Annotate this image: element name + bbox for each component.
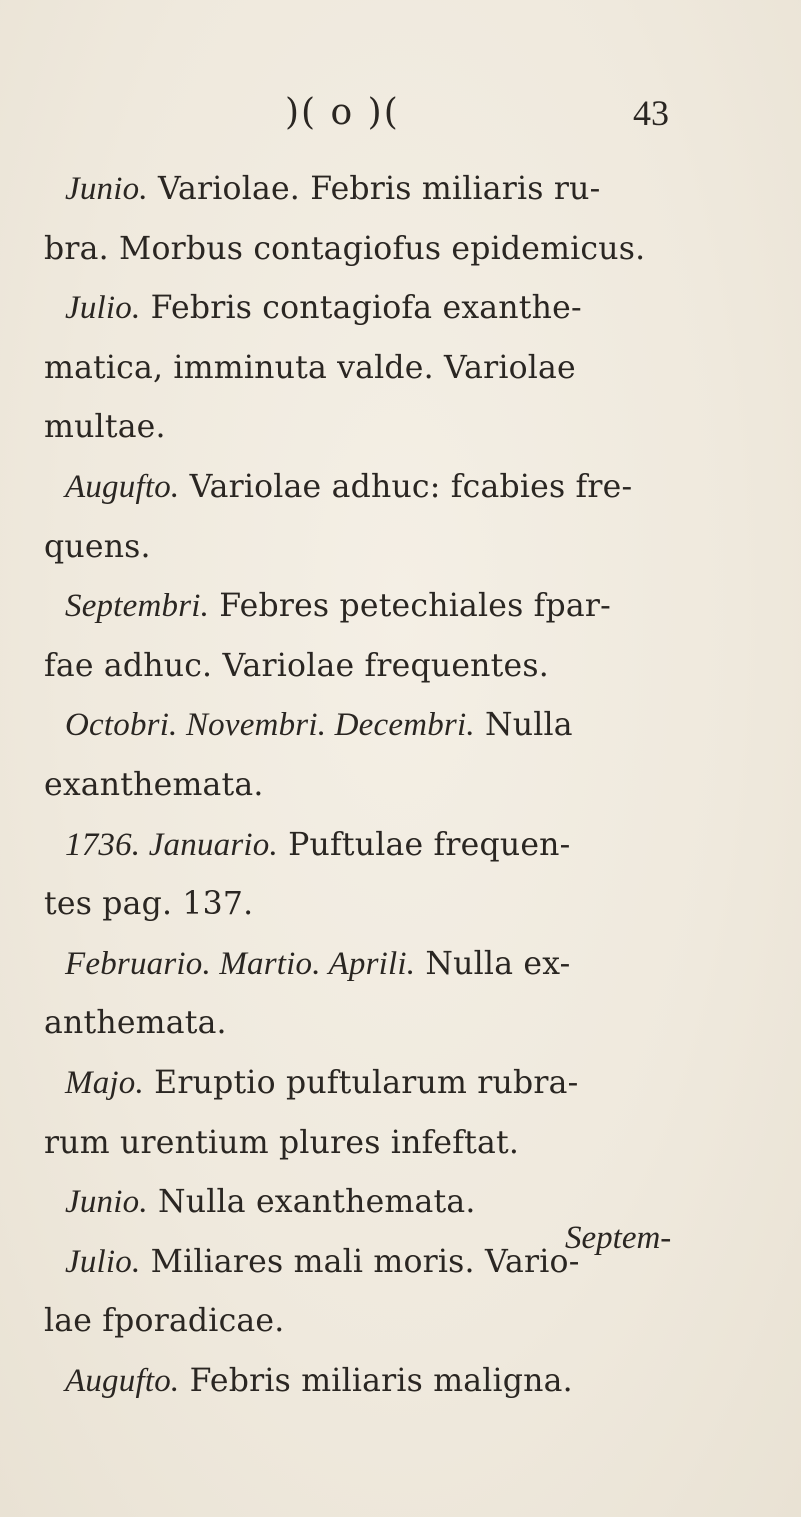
entry-text: tes pag. 137. xyxy=(44,886,254,923)
entry-text: fae adhuc. Variolae frequentes. xyxy=(44,647,549,684)
entry-heading: Augufto. xyxy=(65,1362,180,1399)
entry-text: lae fporadicae. xyxy=(44,1303,285,1340)
entry-text: Puftulae frequen- xyxy=(277,826,571,863)
text-line xyxy=(40,935,760,995)
entry-text: exanthemata. xyxy=(44,766,264,803)
entry-heading: 1736. Januario. xyxy=(65,826,278,863)
text-line xyxy=(40,339,760,399)
entry-text: Febres petechiales fpar- xyxy=(209,588,611,625)
text-line xyxy=(40,160,760,220)
catchword: Septem- xyxy=(565,1220,672,1256)
page-number: 43 xyxy=(633,93,669,133)
entry-text: Variolae adhuc: fcabies fre- xyxy=(179,468,633,505)
entry-heading: Augufto. xyxy=(65,468,180,505)
text-line xyxy=(40,1054,760,1114)
entry-text: Febris contagiofa exanthe- xyxy=(140,290,582,327)
entry-heading: Septembri. xyxy=(65,588,210,625)
entry-text: Miliares mali moris. Vario- xyxy=(140,1243,580,1280)
page-header xyxy=(0,92,801,142)
entry-text: Nulla ex- xyxy=(415,945,571,982)
text-line xyxy=(40,279,760,339)
text-line xyxy=(40,816,760,876)
text-line xyxy=(40,696,760,756)
entry-text: quens. xyxy=(44,528,151,565)
entry-text: multae. xyxy=(44,409,166,446)
entry-text: bra. Morbus contagiofus epidemicus. xyxy=(44,230,646,267)
text-line xyxy=(40,875,760,935)
text-line xyxy=(40,220,760,280)
entry-heading: Octobri. Novembri. Decembri. xyxy=(65,707,475,744)
entry-heading: Majo. xyxy=(65,1064,144,1101)
text-line xyxy=(40,577,760,637)
entry-heading: Julio. xyxy=(65,290,141,327)
entry-text: Nulla exanthemata. xyxy=(147,1184,476,1221)
entry-heading: Februario. Martio. Aprili. xyxy=(65,945,416,982)
entry-heading: Julio. xyxy=(65,1243,141,1280)
entry-text: Eruptio puftularum rubra- xyxy=(143,1064,579,1101)
text-line xyxy=(40,1352,760,1412)
entry-heading: Junio. xyxy=(65,1184,148,1221)
text-line xyxy=(40,458,760,518)
text-line xyxy=(40,518,760,578)
entry-heading: Junio. xyxy=(65,171,148,207)
entry-text: Variolae. Febris miliaris ru- xyxy=(147,171,601,207)
text-line xyxy=(40,637,760,697)
header-ornament: )( o )( xyxy=(285,92,400,133)
text-line xyxy=(40,756,760,816)
entry-text: matica, imminuta valde. Variolae xyxy=(44,349,576,386)
entry-text: rum urentium plures infeftat. xyxy=(44,1124,520,1161)
entry-text: Nulla xyxy=(474,707,573,744)
text-line xyxy=(40,994,760,1054)
entry-text: Febris miliaris maligna. xyxy=(179,1362,573,1399)
text-line xyxy=(40,398,760,458)
entry-text: anthemata. xyxy=(44,1005,227,1042)
text-line xyxy=(40,1114,760,1174)
text-line xyxy=(40,1292,760,1352)
